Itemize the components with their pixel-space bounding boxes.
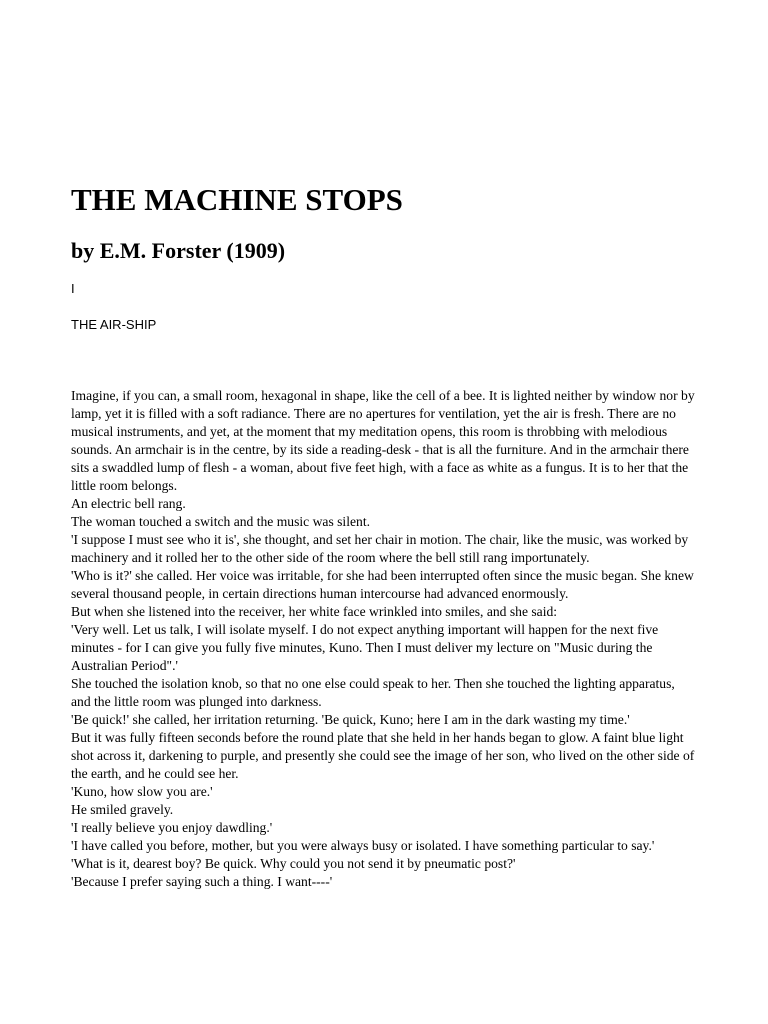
paragraph: 'I have called you before, mother, but you were always busy or isolated. I have something particular to say.' <box>71 838 655 853</box>
paragraph: The woman touched a switch and the music was silent. <box>71 514 370 529</box>
paragraph: 'Very well. Let us talk, I will isolate myself. I do not expect anything important will happen for the next five minutes - for I can give you fully five minutes, Kuno. Then I must deliver my lecture on "Music during the Australian Period".' <box>71 622 659 673</box>
paragraph: He smiled gravely. <box>71 802 174 817</box>
part-number: I <box>71 281 75 296</box>
document-title: THE MACHINE STOPS <box>71 182 403 217</box>
paragraph: 'What is it, dearest boy? Be quick. Why could you not send it by pneumatic post?' <box>71 856 516 871</box>
paragraph: 'Kuno, how slow you are.' <box>71 784 213 799</box>
paragraph: 'I really believe you enjoy dawdling.' <box>71 820 273 835</box>
paragraph: 'Who is it?' she called. Her voice was irritable, for she had been interrupted often since the music began. She knew several thousand people, in certain directions human intercourse had advanced enormously. <box>71 568 694 601</box>
body-text <box>71 387 697 891</box>
paragraph: 'Because I prefer saying such a thing. I want----' <box>71 874 333 889</box>
paragraph: But when she listened into the receiver, her white face wrinkled into smiles, and she said: <box>71 604 558 619</box>
author-line: by E.M. Forster (1909) <box>71 238 286 263</box>
paragraph: An electric bell rang. <box>71 496 186 511</box>
paragraph: 'I suppose I must see who it is', she thought, and set her chair in motion. The chair, like the music, was worked by machinery and it rolled her to the other side of the room where the bell still rang importunately. <box>71 532 689 565</box>
paragraph: 'Be quick!' she called, her irritation returning. 'Be quick, Kuno; here I am in the dark wasting my time.' <box>71 712 630 727</box>
chapter-heading: THE AIR-SHIP <box>71 317 157 332</box>
paragraph: She touched the isolation knob, so that no one else could speak to her. Then she touched the lighting apparatus, and the little room was plunged into darkness. <box>71 676 675 709</box>
paragraph: But it was fully fifteen seconds before the round plate that she held in her hands began to glow. A faint blue light shot across it, darkening to purple, and presently she could see the image of her son, who lived on the other side of the earth, and he could see her. <box>71 730 695 781</box>
paragraph: Imagine, if you can, a small room, hexagonal in shape, like the cell of a bee. It is lighted neither by window nor by lamp, yet it is filled with a soft radiance. There are no apertures for ventilation, yet the air is fresh. There are no musical instruments, and yet, at the moment that my meditation opens, this room is throbbing with melodious sounds. An armchair is in the centre, by its side a reading-desk - that is all the furniture. And in the armchair there sits a swaddled lump of flesh - a woman, about five feet high, with a face as white as a fungus. It is to her that the little room belongs. <box>71 388 695 493</box>
